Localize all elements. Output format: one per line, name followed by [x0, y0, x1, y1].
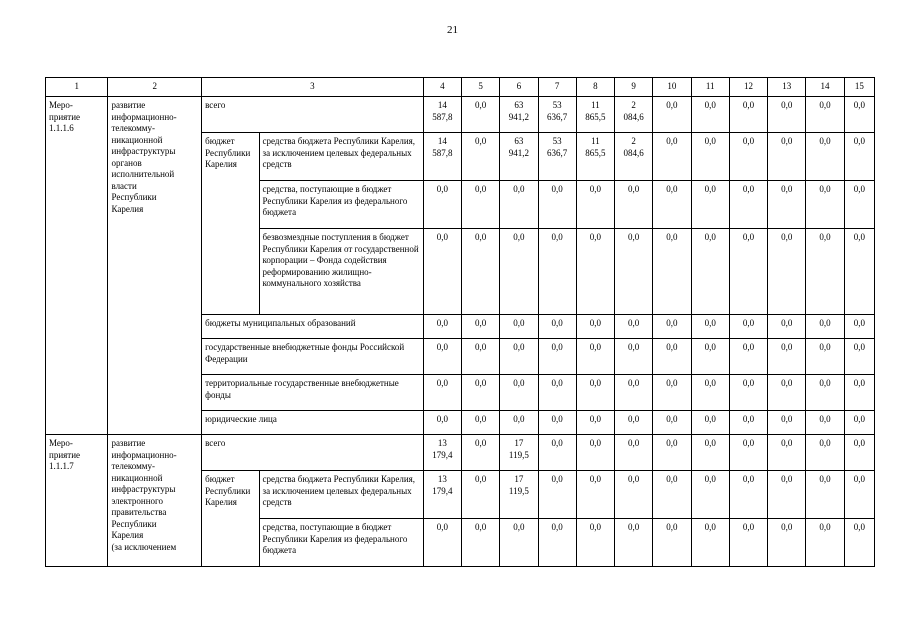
value-cell: 17 119,5 — [500, 435, 538, 471]
value-cell: 0,0 — [576, 435, 614, 471]
value-cell: 0,0 — [576, 315, 614, 339]
value-cell: 0,0 — [768, 519, 806, 567]
value-cell: 0,0 — [615, 375, 653, 411]
header-cell: 9 — [615, 78, 653, 97]
value-cell: 0,0 — [538, 519, 576, 567]
funding-group: бюджет Республики Карелия — [202, 133, 259, 315]
value-cell: 13 179,4 — [423, 435, 461, 471]
value-cell: 0,0 — [576, 519, 614, 567]
value-cell: 0,0 — [768, 315, 806, 339]
header-cell: 11 — [691, 78, 729, 97]
funding-source: бюджеты муниципальных образований — [202, 315, 424, 339]
value-cell: 0,0 — [844, 97, 874, 133]
budget-table — [45, 77, 875, 567]
value-cell: 0,0 — [653, 315, 691, 339]
event-number: Меро- приятие 1.1.1.6 — [46, 97, 108, 435]
value-cell: 11 865,5 — [576, 133, 614, 181]
value-cell: 0,0 — [461, 97, 499, 133]
value-cell: 0,0 — [615, 411, 653, 435]
value-cell: 63 941,2 — [500, 97, 538, 133]
value-cell: 0,0 — [653, 229, 691, 315]
value-cell: 0,0 — [729, 471, 767, 519]
value-cell: 0,0 — [806, 181, 844, 229]
header-cell: 5 — [461, 78, 499, 97]
value-cell: 0,0 — [653, 339, 691, 375]
value-cell: 14 587,8 — [423, 97, 461, 133]
funding-group: бюджет Республики Карелия — [202, 471, 259, 567]
value-cell: 0,0 — [423, 229, 461, 315]
value-cell: 0,0 — [653, 471, 691, 519]
value-cell: 53 636,7 — [538, 97, 576, 133]
header-cell: 2 — [108, 78, 202, 97]
value-cell: 0,0 — [653, 519, 691, 567]
value-cell: 0,0 — [423, 519, 461, 567]
value-cell: 14 587,8 — [423, 133, 461, 181]
value-cell: 0,0 — [500, 181, 538, 229]
value-cell: 0,0 — [768, 97, 806, 133]
value-cell: 0,0 — [461, 133, 499, 181]
value-cell: 0,0 — [423, 411, 461, 435]
value-cell: 0,0 — [806, 97, 844, 133]
funding-source: всего — [202, 97, 424, 133]
value-cell: 0,0 — [691, 375, 729, 411]
value-cell: 0,0 — [576, 411, 614, 435]
value-cell: 0,0 — [806, 471, 844, 519]
value-cell: 0,0 — [729, 133, 767, 181]
value-cell: 0,0 — [691, 315, 729, 339]
value-cell: 0,0 — [615, 435, 653, 471]
header-cell: 8 — [576, 78, 614, 97]
header-cell: 1 — [46, 78, 108, 97]
value-cell: 0,0 — [576, 375, 614, 411]
value-cell: 0,0 — [461, 519, 499, 567]
table-row — [46, 435, 875, 471]
value-cell: 0,0 — [844, 435, 874, 471]
value-cell: 0,0 — [729, 411, 767, 435]
event-description: развитие информационно- телекомму- никационной инфраструктуры электронного правительства Республики Карелия (за исключением — [108, 435, 202, 567]
value-cell: 0,0 — [806, 229, 844, 315]
funding-source: средства бюджета Республики Карелия, за исключением целевых федеральных средств — [259, 133, 423, 181]
value-cell: 0,0 — [729, 97, 767, 133]
value-cell: 0,0 — [844, 315, 874, 339]
value-cell: 0,0 — [653, 97, 691, 133]
value-cell: 0,0 — [768, 181, 806, 229]
value-cell: 0,0 — [806, 435, 844, 471]
value-cell: 0,0 — [844, 181, 874, 229]
value-cell: 0,0 — [844, 339, 874, 375]
value-cell: 0,0 — [729, 519, 767, 567]
value-cell: 0,0 — [844, 411, 874, 435]
value-cell: 0,0 — [615, 519, 653, 567]
value-cell: 0,0 — [768, 471, 806, 519]
value-cell: 0,0 — [423, 339, 461, 375]
value-cell: 0,0 — [653, 435, 691, 471]
value-cell: 0,0 — [806, 519, 844, 567]
value-cell: 0,0 — [576, 229, 614, 315]
funding-source: средства, поступающие в бюджет Республики Карелия из федерального бюджета — [259, 181, 423, 229]
value-cell: 0,0 — [538, 435, 576, 471]
value-cell: 0,0 — [461, 315, 499, 339]
value-cell: 0,0 — [691, 133, 729, 181]
value-cell: 0,0 — [653, 181, 691, 229]
value-cell: 0,0 — [844, 471, 874, 519]
value-cell: 0,0 — [729, 315, 767, 339]
header-cell: 13 — [768, 78, 806, 97]
value-cell: 0,0 — [500, 519, 538, 567]
value-cell: 0,0 — [461, 181, 499, 229]
value-cell: 0,0 — [615, 339, 653, 375]
value-cell: 0,0 — [806, 411, 844, 435]
value-cell: 0,0 — [461, 229, 499, 315]
header-cell: 14 — [806, 78, 844, 97]
value-cell: 0,0 — [423, 375, 461, 411]
header-cell: 15 — [844, 78, 874, 97]
value-cell: 0,0 — [691, 471, 729, 519]
funding-source: безвозмездные поступления в бюджет Республики Карелия от государственной корпорации – Фонда содействия реформированию жилищно-коммунального хозяйства — [259, 229, 423, 315]
funding-source: территориальные государственные внебюджетные фонды — [202, 375, 424, 411]
value-cell: 0,0 — [615, 229, 653, 315]
value-cell: 2 084,6 — [615, 97, 653, 133]
value-cell: 0,0 — [806, 133, 844, 181]
table-row — [46, 97, 875, 133]
value-cell: 0,0 — [691, 229, 729, 315]
value-cell: 0,0 — [768, 411, 806, 435]
value-cell: 0,0 — [844, 229, 874, 315]
value-cell: 0,0 — [691, 339, 729, 375]
value-cell: 0,0 — [500, 229, 538, 315]
value-cell: 0,0 — [461, 471, 499, 519]
header-cell: 10 — [653, 78, 691, 97]
event-description: развитие информационно- телекомму- никационной инфраструктуры органов исполнительной власти Республики Карелия — [108, 97, 202, 435]
funding-source: юридические лица — [202, 411, 424, 435]
funding-source: средства бюджета Республики Карелия, за исключением целевых федеральных средств — [259, 471, 423, 519]
value-cell: 0,0 — [615, 471, 653, 519]
value-cell: 0,0 — [461, 411, 499, 435]
value-cell: 0,0 — [538, 229, 576, 315]
value-cell: 0,0 — [729, 375, 767, 411]
value-cell: 0,0 — [576, 339, 614, 375]
value-cell: 0,0 — [461, 435, 499, 471]
value-cell: 0,0 — [461, 375, 499, 411]
value-cell: 0,0 — [691, 519, 729, 567]
value-cell: 0,0 — [806, 315, 844, 339]
value-cell: 0,0 — [615, 181, 653, 229]
value-cell: 0,0 — [768, 375, 806, 411]
value-cell: 0,0 — [729, 181, 767, 229]
value-cell: 0,0 — [653, 133, 691, 181]
value-cell: 0,0 — [653, 375, 691, 411]
value-cell: 0,0 — [500, 339, 538, 375]
value-cell: 0,0 — [729, 435, 767, 471]
value-cell: 0,0 — [729, 229, 767, 315]
value-cell: 53 636,7 — [538, 133, 576, 181]
value-cell: 0,0 — [538, 315, 576, 339]
value-cell: 0,0 — [768, 339, 806, 375]
value-cell: 0,0 — [423, 181, 461, 229]
value-cell: 0,0 — [538, 375, 576, 411]
value-cell: 0,0 — [538, 181, 576, 229]
value-cell: 0,0 — [500, 315, 538, 339]
value-cell: 0,0 — [538, 471, 576, 519]
value-cell: 63 941,2 — [500, 133, 538, 181]
header-cell: 12 — [729, 78, 767, 97]
value-cell: 0,0 — [768, 435, 806, 471]
value-cell: 0,0 — [615, 315, 653, 339]
value-cell: 0,0 — [576, 471, 614, 519]
value-cell: 0,0 — [768, 229, 806, 315]
funding-source: всего — [202, 435, 424, 471]
header-cell: 4 — [423, 78, 461, 97]
header-row — [46, 78, 875, 97]
value-cell: 2 084,6 — [615, 133, 653, 181]
value-cell: 0,0 — [844, 133, 874, 181]
value-cell: 0,0 — [653, 411, 691, 435]
value-cell: 0,0 — [538, 339, 576, 375]
funding-source: средства, поступающие в бюджет Республики Карелия из федерального бюджета — [259, 519, 423, 567]
header-cell: 3 — [202, 78, 424, 97]
value-cell: 0,0 — [844, 375, 874, 411]
value-cell: 17 119,5 — [500, 471, 538, 519]
value-cell: 0,0 — [806, 375, 844, 411]
value-cell: 0,0 — [691, 435, 729, 471]
header-cell: 6 — [500, 78, 538, 97]
page-number: 21 — [447, 24, 458, 36]
value-cell: 0,0 — [423, 315, 461, 339]
value-cell: 0,0 — [500, 375, 538, 411]
header-cell: 7 — [538, 78, 576, 97]
value-cell: 0,0 — [806, 339, 844, 375]
value-cell: 0,0 — [691, 181, 729, 229]
value-cell: 0,0 — [691, 411, 729, 435]
value-cell: 0,0 — [768, 133, 806, 181]
value-cell: 0,0 — [844, 519, 874, 567]
value-cell: 13 179,4 — [423, 471, 461, 519]
value-cell: 0,0 — [500, 411, 538, 435]
value-cell: 0,0 — [538, 411, 576, 435]
value-cell: 0,0 — [729, 339, 767, 375]
value-cell: 11 865,5 — [576, 97, 614, 133]
value-cell: 0,0 — [691, 97, 729, 133]
value-cell: 0,0 — [461, 339, 499, 375]
funding-source: государственные внебюджетные фонды Российской Федерации — [202, 339, 424, 375]
value-cell: 0,0 — [576, 181, 614, 229]
event-number: Меро- приятие 1.1.1.7 — [46, 435, 108, 567]
